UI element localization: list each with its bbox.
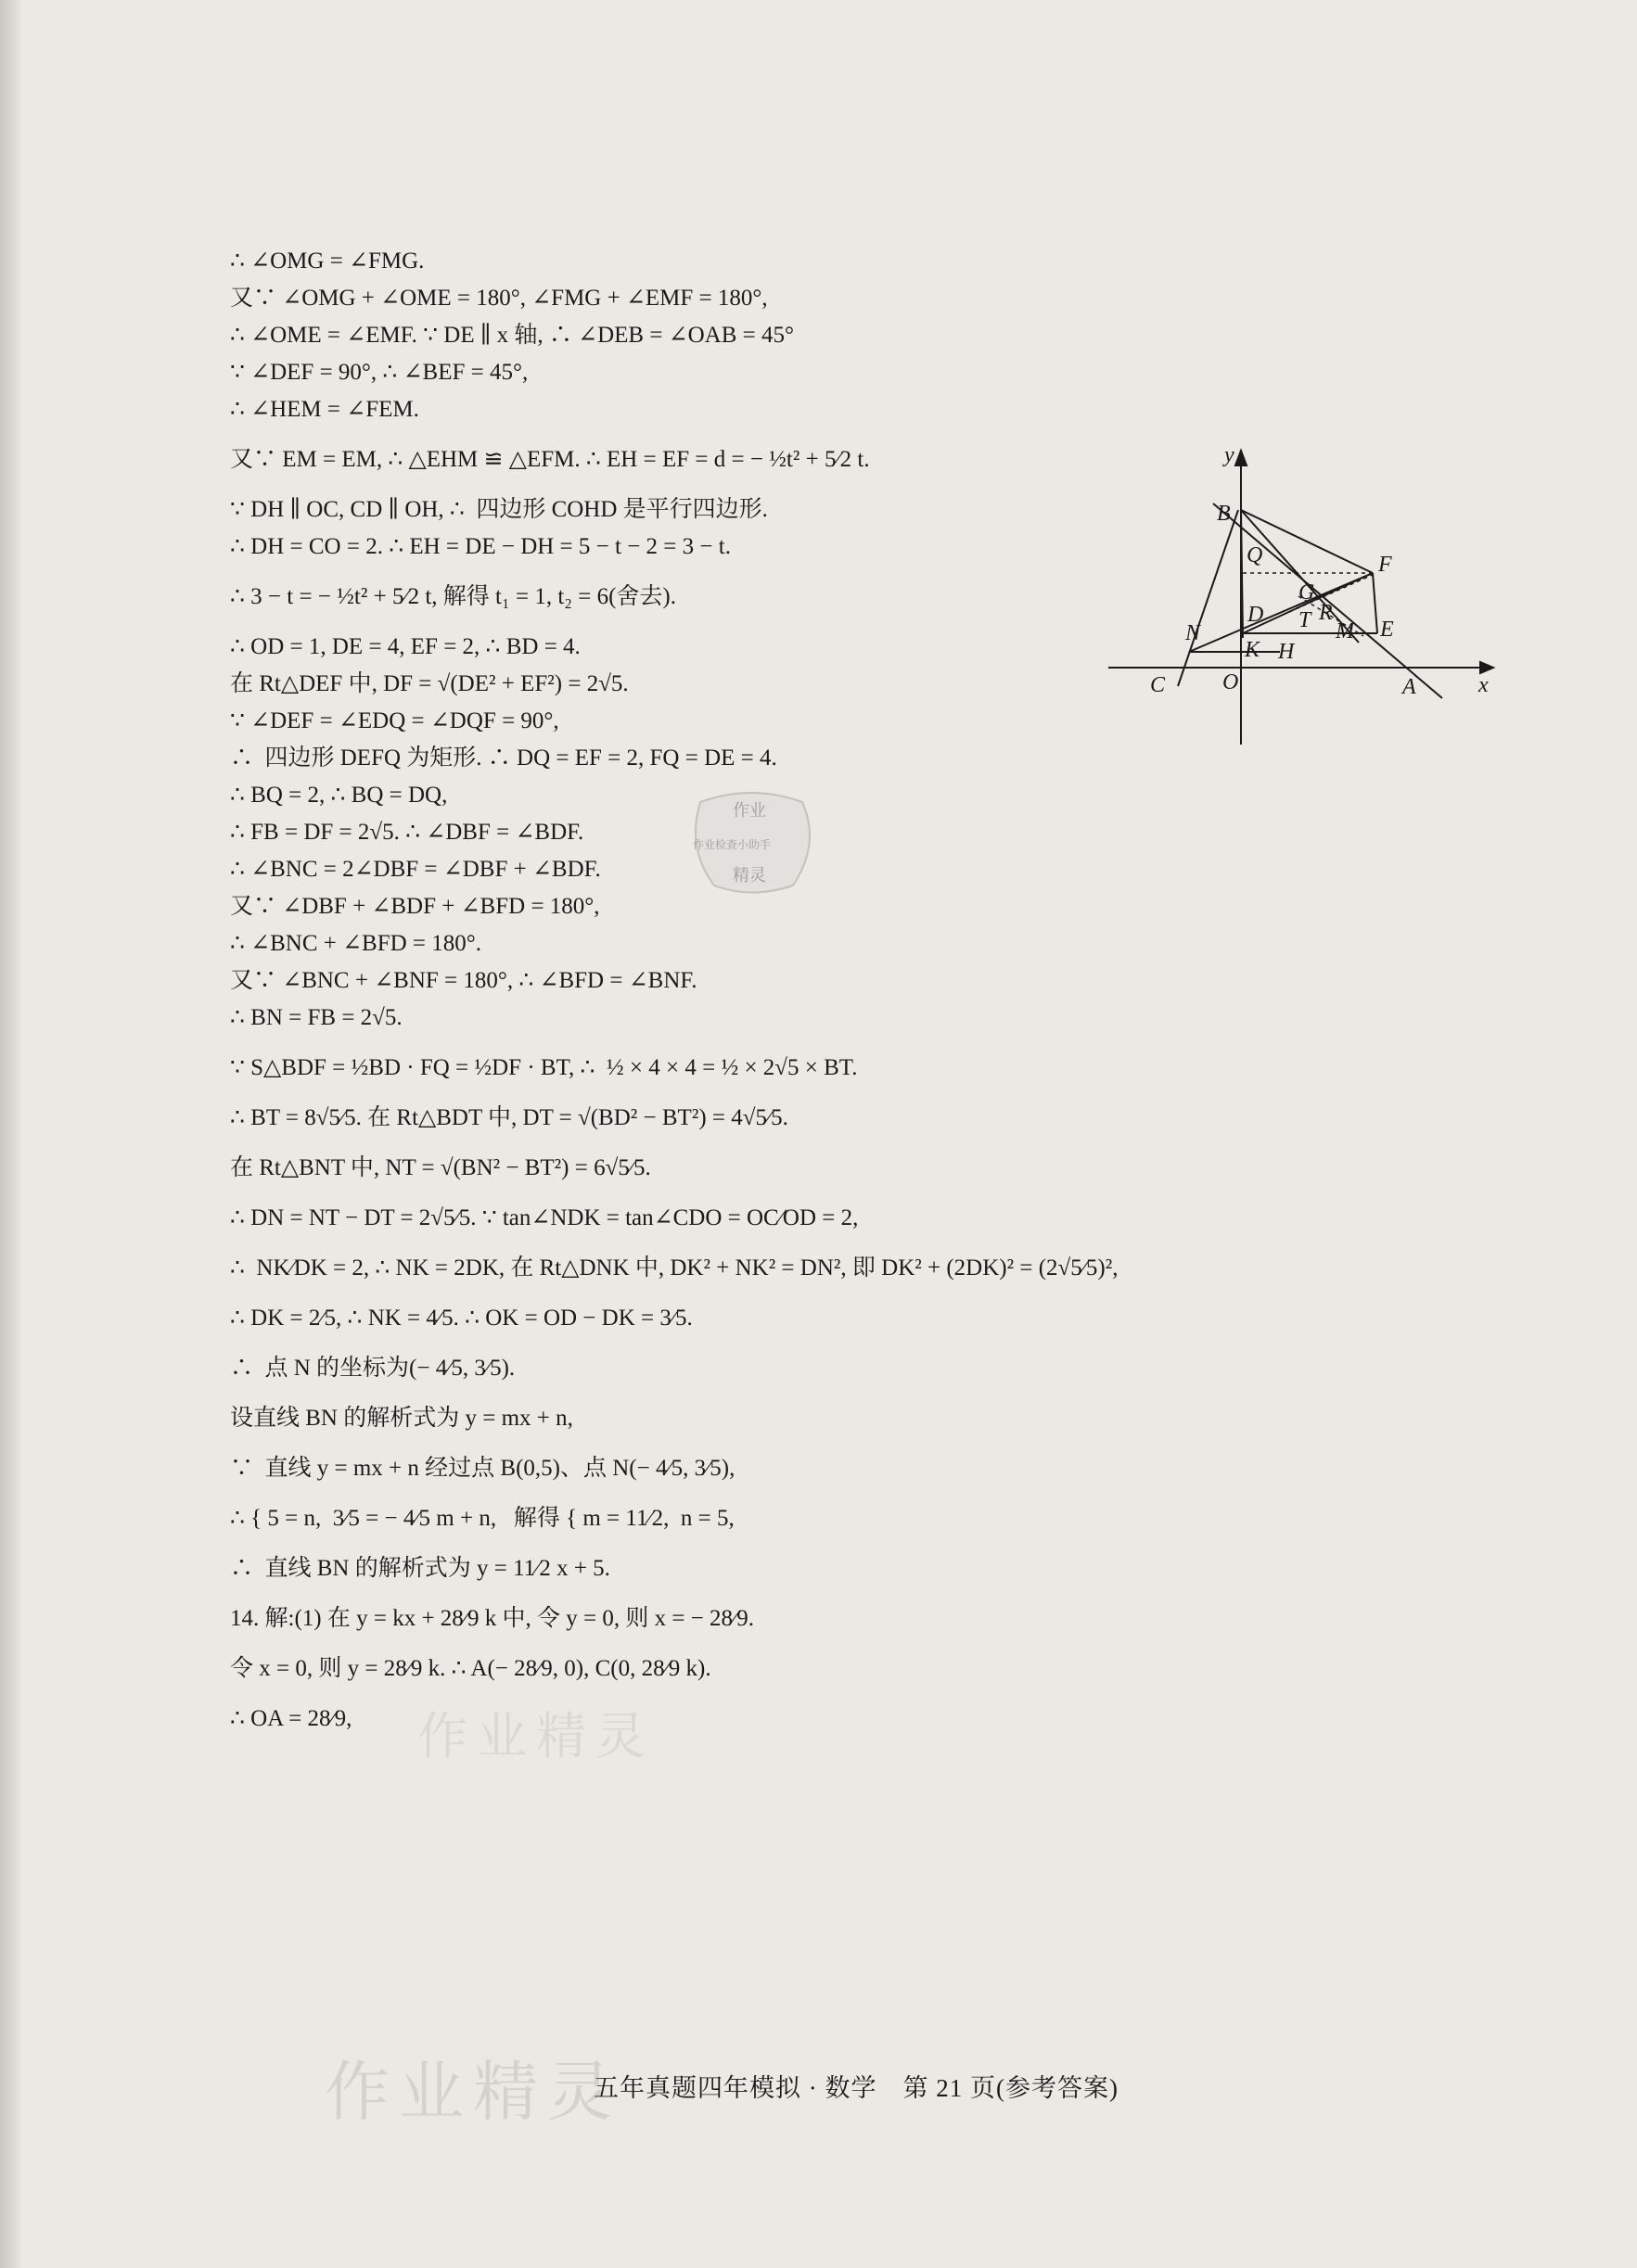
x-axis-arrow <box>1480 662 1493 673</box>
watermark-stamp <box>682 784 821 899</box>
label-r: R <box>1319 601 1333 625</box>
solution-line: ∵ S△BDF = ½BD · FQ = ½DF · BT, ∴ ½ × 4 × 4 = ½ × 2√5 × BT. <box>230 1055 858 1080</box>
solution-line: ∴ ∠BNC + ∠BFD = 180°. <box>230 931 482 956</box>
solution-line: 14. 解:(1) 在 y = kx + 28⁄9 k 中, 令 y = 0, 则 x = − 28⁄9. <box>230 1606 754 1631</box>
solution-line: ∴ 四边形 DEFQ 为矩形. ∴ DQ = EF = 2, FQ = DE = 4. <box>230 745 777 771</box>
solution-line: 又∵ EM = EM, ∴ △EHM ≌ △EFM. ∴ EH = EF = d = − ½t² + 5⁄2 t. <box>230 447 870 472</box>
solution-line: 在 Rt△DEF 中, DF = √(DE² + EF²) = 2√5. <box>230 671 629 696</box>
line-ef <box>1373 573 1377 633</box>
label-q: Q <box>1247 543 1263 567</box>
solution-line: ∵ DH ∥ OC, CD ∥ OH, ∴ 四边形 COHD 是平行四边形. <box>230 497 768 522</box>
label-k: K <box>1245 638 1260 662</box>
label-g: G <box>1298 580 1315 605</box>
solution-line: ∴ BT = 8√5⁄5. 在 Rt△BDT 中, DT = √(BD² − BT²) = 4√5⁄5. <box>230 1105 788 1130</box>
solution-line: 设直线 BN 的解析式为 y = mx + n, <box>230 1406 573 1431</box>
solution-line: ∴ OD = 1, DE = 4, EF = 2, ∴ BD = 4. <box>230 634 581 659</box>
y-axis-arrow <box>1235 451 1247 465</box>
watermark-text: 作业精灵 <box>325 2054 621 2130</box>
solution-line: ∴ BN = FB = 2√5. <box>230 1005 403 1030</box>
solution-line: ∴ DN = NT − DT = 2√5⁄5. ∵ tan∠NDK = tan∠CDO = OC⁄OD = 2, <box>230 1205 859 1230</box>
page-edge <box>0 0 20 2268</box>
solution-line: ∵ ∠DEF = ∠EDQ = ∠DQF = 90°, <box>230 708 559 733</box>
label-x: x <box>1478 673 1489 697</box>
solution-line: ∴ BQ = 2, ∴ BQ = DQ, <box>230 783 448 808</box>
solution-line: ∵ 直线 y = mx + n 经过点 B(0,5)、点 N(− 4⁄5, 3⁄5), <box>230 1456 735 1481</box>
label-d: D <box>1247 603 1264 627</box>
stamp-text-1: 作业 <box>733 801 766 821</box>
solution-line: ∴ 直线 BN 的解析式为 y = 11⁄2 x + 5. <box>230 1556 610 1581</box>
page-footer: 五年真题四年模拟 · 数学 第 21 页(参考答案) <box>594 2074 1119 2102</box>
label-e: E <box>1380 618 1394 642</box>
label-t: T <box>1298 608 1311 632</box>
solution-line: ∴ ∠OMG = ∠FMG. <box>230 248 425 274</box>
label-y: y <box>1224 443 1234 467</box>
solution-line: ∴ NK⁄DK = 2, ∴ NK = 2DK, 在 Rt△DNK 中, DK² + NK² = DN², 即 DK² + (2DK)² = (2√5⁄5)², <box>230 1255 1119 1281</box>
solution-line: ∴ 点 N 的坐标为(− 4⁄5, 3⁄5). <box>230 1356 516 1381</box>
stamp-text-3: 精灵 <box>733 866 766 886</box>
watermark-text: 作业精灵 <box>417 1707 655 1765</box>
solution-line: ∴ ∠BNC = 2∠DBF = ∠DBF + ∠BDF. <box>230 857 601 882</box>
label-a: A <box>1402 675 1416 699</box>
geometry-diagram <box>1104 443 1507 749</box>
solution-line: ∴ DK = 2⁄5, ∴ NK = 4⁄5. ∴ OK = OD − DK = 3⁄5. <box>230 1306 693 1331</box>
solution-line: 令 x = 0, 则 y = 28⁄9 k. ∴ A(− 28⁄9, 0), C(0, 28⁄9 k). <box>230 1656 711 1681</box>
label-f: F <box>1378 553 1392 577</box>
solution-line: ∴ ∠HEM = ∠FEM. <box>230 397 419 422</box>
solution-line: ∴ ∠OME = ∠EMF. ∵ DE ∥ x 轴, ∴ ∠DEB = ∠OAB = 45° <box>230 323 795 348</box>
label-o: O <box>1222 670 1239 694</box>
label-n: N <box>1185 621 1201 645</box>
solution-line: ∵ ∠DEF = 90°, ∴ ∠BEF = 45°, <box>230 360 529 385</box>
label-c: C <box>1150 673 1166 697</box>
solution-line: ∴ DH = CO = 2. ∴ EH = DE − DH = 5 − t − 2 = 3 − t. <box>230 534 731 559</box>
solution-line: ∴ OA = 28⁄9, <box>230 1706 352 1731</box>
label-h: H <box>1278 640 1295 664</box>
solution-line: 在 Rt△BNT 中, NT = √(BN² − BT²) = 6√5⁄5. <box>230 1155 651 1180</box>
stamp-text-2: 作业检查小助手 <box>693 838 772 851</box>
solution-line: ∴ { 5 = n, 3⁄5 = − 4⁄5 m + n, 解得 { m = 11⁄2, n = 5, <box>230 1506 735 1531</box>
label-b: B <box>1217 502 1231 526</box>
solution-line: ∴ FB = DF = 2√5. ∴ ∠DBF = ∠BDF. <box>230 820 584 845</box>
label-m: M <box>1336 619 1354 643</box>
solution-line: 又∵ ∠DBF + ∠BDF + ∠BFD = 180°, <box>230 894 600 919</box>
line-bc <box>1178 510 1238 686</box>
solution-line: 又∵ ∠OMG + ∠OME = 180°, ∠FMG + ∠EMF = 180°, <box>230 286 768 311</box>
solution-text <box>230 243 1195 1751</box>
solution-line: ∴ 3 − t = − ½t² + 5⁄2 t, 解得 t₁ = 1, t₂ = 6(舍去). <box>230 584 676 609</box>
solution-line: 又∵ ∠BNC + ∠BNF = 180°, ∴ ∠BFD = ∠BNF. <box>230 968 697 993</box>
